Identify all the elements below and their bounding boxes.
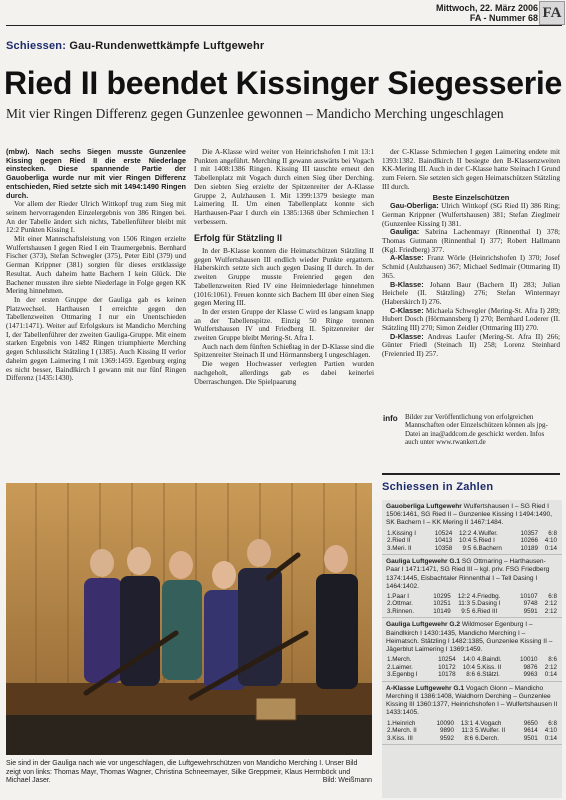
standings-cell: 5.Kiss. II bbox=[477, 663, 502, 671]
league-name: Gauoberliga Luftgewehr bbox=[386, 503, 462, 510]
standings-cell: 10149 bbox=[433, 607, 451, 615]
standings-cell: 4.Baindl. bbox=[477, 656, 502, 664]
standings-cell: 10107 bbox=[520, 592, 538, 600]
results-box bbox=[382, 500, 562, 798]
best-shooters-entry: B-Klasse: Johann Baur (Bachern II) 283; Julian Heichele (II. Stätzling) 276; Stefan Wintermayr (Haberskirch I) 276. bbox=[382, 279, 560, 306]
standings-cell: 6.Bachern bbox=[473, 544, 502, 552]
results-section-header bbox=[386, 558, 558, 591]
best-shooters-entry: Gau-Oberliga: Ulrich Wittkopf (SG Ried II) 386 Ring; German Krippner (Wulfertshausen) 381; Stefan Zieglmeir (Gunzenlee Kissing I) 381. bbox=[382, 201, 561, 228]
standings-cell: 0:14 bbox=[544, 544, 557, 552]
section-label: Schiessen: bbox=[6, 40, 67, 52]
best-shooters-entry: Gauliga: Sabrina Lachenmayr (Rinnenthal I) 378; Thomas Gutmann (Rinnenthal I) 377; Robert Hallmann (Kgl. Friedberg) 377. bbox=[382, 227, 560, 254]
article-kicker bbox=[6, 40, 264, 52]
standings-row bbox=[386, 608, 558, 616]
zahlen-divider bbox=[382, 473, 560, 475]
results-section-header bbox=[386, 621, 558, 654]
standings-cell: 12:2 bbox=[457, 592, 471, 600]
caption-text: Sie sind in der Gauliga nach wie vor ungeschlagen, die Luftgewehrschützen von Mandicho Merching I. Unser Bild zeigt von links: Thomas Mayr, Thomas Wagner, Christina Schneemayer, Silke Greppmeir, Klaus Herrnböck und Michael Jaser. bbox=[6, 760, 358, 785]
standings-cell: 10357 bbox=[520, 529, 538, 537]
standings-cell: 9592 bbox=[439, 734, 454, 742]
league-name: A-Klasse Luftgewehr G.1 bbox=[386, 684, 465, 692]
standings-cell: 8:6 bbox=[548, 656, 557, 664]
standings-cell: 5.Ried I bbox=[473, 537, 495, 545]
standings-cell: 10090 bbox=[436, 719, 454, 727]
standings-cell: 6:8 bbox=[548, 592, 557, 600]
standings-cell: 13:1 bbox=[460, 719, 474, 727]
standings-cell: 10:4 bbox=[458, 537, 472, 545]
team-photo bbox=[6, 483, 372, 755]
info-text: Bilder zur Veröffentlichung von erfolgreichen Mannschaften oder Einzelschützen können als jpg-Datei an ina@addcom.de geschickt werden. Infos auch unter www.rwankert.de bbox=[405, 413, 548, 447]
photo-credit: Bild: Weißmann bbox=[322, 777, 372, 785]
standings-cell: 8:6 bbox=[464, 734, 474, 742]
info-label: info bbox=[383, 414, 398, 423]
best-shooters-title: Beste Einzelschützen bbox=[432, 192, 510, 202]
standings-cell: 10413 bbox=[434, 537, 453, 545]
standings-cell: 4.Friedbg. bbox=[472, 592, 501, 600]
standings-cell: 8:6 bbox=[466, 671, 476, 679]
standings-cell: 1.Merch. bbox=[387, 656, 412, 664]
standings-cell: 3.Kiss. III bbox=[387, 734, 413, 742]
standings-cell: 9591 bbox=[523, 607, 538, 615]
standings-cell: 2.Ried II bbox=[387, 537, 411, 545]
standings-cell: 11:3 bbox=[458, 600, 471, 608]
standings-row bbox=[386, 727, 558, 735]
paragraph: Die wegen Hochwasser verlegten Partien wurden nachgeholt, allerdings gab es dabei keinerlei Überraschungen. Die Spielpaarung bbox=[194, 359, 374, 386]
standings-cell: 10010 bbox=[520, 656, 538, 664]
standings-cell: 3.Egenbg I bbox=[387, 671, 418, 679]
standings-cell: 9:5 bbox=[461, 607, 471, 615]
standings-row bbox=[386, 600, 558, 608]
match-results: Wildmoser Egenburg I – Baindlkirch I 1430:1435, Mandicho Merching I – Heimatsch. Stätzling I 1482:1385, Gunzenlee Kissing II – Jägerblut Laimering I 1369:1459. bbox=[386, 621, 553, 654]
paragraph: der C-Klasse Schmiechen I gegen Laimering endete mit 1393:1382. Baindlkirch II besiegte den B-Klassenzweiten KK-Mering III. Auch in der C-Klasse hatte Steinach I Grund zum Feiern. Sie setzten sich gegen Heimatschützen Stätzling III durch. bbox=[382, 147, 560, 191]
standings-cell: 6.Stätzl. bbox=[477, 671, 500, 679]
paragraph: In der B-Klasse konnten die Heimatschützen Stätzling II gegen Wulfertshausen III endlich wieder Punkte ergattern. Haberskirch setzte sich auch gegen Dasing II durch. In der zweiten Gruppe musste Freienried gegen den Tabellenzweiten Ried IV eine Heimniederlage hinnehmen (1016:1061). Freuen konnte sich Bachern III über einen Sieg gegen Mering III. bbox=[194, 246, 374, 308]
standings-cell: 9:5 bbox=[462, 544, 472, 552]
results-section-header bbox=[386, 685, 558, 718]
standings-cell: 2.Merch. II bbox=[387, 727, 417, 735]
standings-cell: 2.Laimer. bbox=[387, 663, 413, 671]
standings-cell: 4:10 bbox=[544, 537, 557, 545]
article-headline: Ried II beendet Kissinger Siegesserie bbox=[4, 65, 563, 101]
standings-cell: 11:3 bbox=[461, 727, 474, 735]
intertitle: Erfolg für Stätzling II bbox=[194, 233, 282, 244]
standings-row bbox=[386, 545, 558, 553]
standings-cell: 6:8 bbox=[548, 719, 557, 727]
photo-caption bbox=[6, 760, 372, 786]
standings-cell: 10266 bbox=[520, 537, 538, 545]
paragraph: In der ersten Gruppe der Klasse C wird es langsam knapp an der Tabellenspitze. Einzig 50 Ringe trennen Wulfertshausen IV und Friedberg II. Spitzenreiter der zweiten Gruppe bleibt Mering-St. Afra I. bbox=[194, 306, 374, 343]
standings-cell: 0:14 bbox=[544, 671, 557, 679]
zahlen-title: Schiessen in Zahlen bbox=[382, 481, 494, 493]
standings-cell: 10251 bbox=[433, 600, 451, 608]
standings-cell: 10358 bbox=[434, 544, 453, 552]
standings-cell: 10295 bbox=[433, 592, 451, 600]
issue-line: FA - Nummer 68 bbox=[469, 13, 538, 23]
standings-cell: 4.Vogach bbox=[475, 719, 502, 727]
standings-cell: 4.Wulfer. bbox=[473, 529, 498, 537]
standings-cell: 9876 bbox=[523, 663, 538, 671]
standings-cell: 6.Derch. bbox=[475, 734, 499, 742]
paragraph: Die A-Klasse wird weiter von Heinrichshofen I mit 13:1 Punkten angeführt. Merching II gewann auswärts bei Vogach I mit 1408:1386 Ringen. Kissing III tauschte erneut den Tabellenplatz mit Vogach durch einen Sieg über Derching. Den siebten Sieg erzielte der Spitzenreiter der A-Klasse Gruppe 2, Aulzhausen I. Mit 1399:1379 besiegte man Laimering II. Um einen Tabellenplatz konnte sich Harthausen-Paar I durch ein 1385:1368 über Schmiechen I verbessern. bbox=[194, 147, 374, 226]
standings-row bbox=[386, 664, 558, 672]
best-shooters-entry: C-Klasse: Michaela Schwegler (Mering-St. Afra I) 289; Hubert Dosch (Hörmannsberg I) 270; Bernhard Loderer (II. Stätzling III) 270; Simon Zeidler (Ottmaring III) 270. bbox=[382, 305, 560, 333]
paragraph: Mit einer Mannschaftsleistung von 1506 Ringen erzielte Wulfertshausen I gegen Ried I ein Traumergebnis. Bernhard Fischer (373), Stefan Schwegler (375), Peter Eibl (379) und German Krippner (381) sorgten für dieses erstklassige Resultat. Auch daheim hatte Bachern I kein Glück. Die Bachener mussten ihre siebte Niederlage in Folge gegen KK Mering hinnehmen. bbox=[6, 234, 186, 296]
standings-row bbox=[386, 735, 558, 743]
paragraph: In der ersten Gruppe der Gauliga gab es keinen Platzwechsel. Harthausen I erreichte gegen den Tabellenzweiten Ottmaring I nur ein Unentschieden (1471:1471). Weiter auf Erfolgskurs ist Mandicho Merching I, der Tabellenführer der zweiten Gauliga-Gruppe. Mit einem starken Ergebnis von 1482 Ringen triumphierte Merching gegen Schlusslicht Stätzling I (1385). Auch Kissing II verlor daheim gegen Laimering I mit 1369:1459. Egenburg erging es nicht besser, Baindlkirch I gewann mit nur fünf Ringen Differenz (1435:1430). bbox=[6, 294, 186, 383]
standings-cell: 10254 bbox=[438, 656, 456, 664]
standings-row bbox=[386, 593, 558, 601]
lead-paragraph: (mbw). Nach sechs Siegen musste Gunzenlee Kissing gegen Ried II die erste Niederlage einstecken. Diese spannende Partie der Gauoberliga wurde nur mit vier Ringen Differenz entschieden, Ried setzte sich mit 1494:1490 Ringen durch. bbox=[6, 147, 186, 200]
header-divider bbox=[6, 25, 562, 26]
standings-cell: 2.Ottmar. bbox=[387, 600, 413, 608]
paragraph: Vor allem der Rieder Ulrich Wittkopf trug zum Sieg mit seinem hervorragenden Einzelergebnis von 386 Ringen bei. An der Tabelle ändert sich nichts, Tabellenführer bleibt mit 12:2 Punkten Kissing I. bbox=[6, 199, 186, 235]
standings-cell: 4:10 bbox=[544, 727, 557, 735]
standings-cell: 9650 bbox=[523, 719, 538, 727]
standings-row bbox=[386, 671, 558, 679]
standings-cell: 14:0 bbox=[462, 656, 476, 664]
standings-cell: 1.Heinrich bbox=[387, 719, 416, 727]
standings-row bbox=[386, 530, 558, 538]
standings-cell: 9748 bbox=[523, 600, 538, 608]
kicker-text: Gau-Rundenwettkämpfe Luftgewehr bbox=[69, 40, 265, 52]
page-header-date bbox=[318, 3, 538, 23]
standings-cell: 5.Wulfer. II bbox=[475, 727, 506, 735]
article-column-3 bbox=[382, 148, 560, 359]
standings-cell: 1.Kissing I bbox=[387, 529, 417, 537]
standings-cell: 10524 bbox=[434, 529, 453, 537]
paragraph: Auch nach dem fünften Schießtag in der D-Klasse sind die Spitzenreiter Steinach II und Hörmannsberg I ungeschlagen. bbox=[194, 341, 374, 360]
date-line: Mittwoch, 22. März 2006 bbox=[435, 3, 538, 13]
standings-table bbox=[386, 593, 558, 616]
best-shooters-entry: D-Klasse: Andreas Laufer (Mering-St. Afra II) 266; Günter Friedl (Steinach II) 258; Lorenz Steinhard (Freienried II) 257. bbox=[382, 331, 561, 359]
match-results: Wulfertshausen I – SG Ried I 1506:1461, SG Ried II – Gunzenlee Kissing I 1494:1490, SK Bachern I – KK Mering II 1467:1484. bbox=[386, 503, 553, 527]
standings-table bbox=[386, 656, 558, 679]
standings-cell: 10:4 bbox=[462, 663, 476, 671]
standings-cell: 9890 bbox=[439, 727, 454, 735]
standings-cell: 2:12 bbox=[544, 607, 557, 615]
standings-row bbox=[386, 720, 558, 728]
league-name: Gauliga Luftgewehr G.2 bbox=[386, 621, 461, 629]
newspaper-logo: FA bbox=[539, 1, 565, 25]
standings-row bbox=[386, 656, 558, 664]
article-column-1 bbox=[6, 148, 186, 383]
standings-cell: 3.Meri. II bbox=[387, 544, 412, 552]
match-results: Vogach Glonn – Mandicho Merching II 1386:1408, Waldhorn Derching – Gunzenlee Kissing III 1360:1377, Heinrichshofen I – Wulfertshausen II 1433:1405. bbox=[386, 684, 558, 717]
match-results: SG Ottmaring – Harthausen-Paar I 1471:1471, SG Ried III – kgl. priv. FSG Friedberg 1374:1445, Eisbachtaler Rinnenthal I – Tell Dasing I 1464:1402. bbox=[386, 558, 550, 590]
standings-cell: 2:12 bbox=[544, 663, 557, 671]
standings-cell: 9614 bbox=[523, 727, 538, 735]
results-section bbox=[382, 500, 562, 555]
best-shooters-entry: A-Klasse: Franz Wörle (Heinrichshofen I) 370; Josef Schmid (Aulzhausen) 367; Michael Sedlmair (Ottmaring II) 365. bbox=[382, 253, 560, 280]
standings-cell: 0:14 bbox=[544, 734, 557, 742]
standings-cell: 1.Paar I bbox=[387, 592, 410, 600]
standings-cell: 5.Dasing I bbox=[472, 600, 501, 608]
standings-cell: 9963 bbox=[523, 671, 538, 679]
standings-cell: 6:8 bbox=[548, 529, 557, 537]
standings-cell: 3.Rinnen. bbox=[387, 607, 414, 615]
standings-row bbox=[386, 537, 558, 545]
standings-cell: 10178 bbox=[438, 671, 456, 679]
standings-cell: 6.Ried III bbox=[472, 607, 498, 615]
results-section-header bbox=[386, 503, 558, 528]
standings-table bbox=[386, 720, 558, 743]
results-section bbox=[382, 618, 562, 681]
league-name: Gauliga Luftgewehr G.1 bbox=[386, 558, 461, 566]
results-section bbox=[382, 682, 562, 745]
article-column-2 bbox=[194, 148, 374, 386]
standings-cell: 10189 bbox=[520, 544, 538, 552]
standings-cell: 10172 bbox=[438, 663, 456, 671]
results-section bbox=[382, 555, 562, 618]
standings-table bbox=[386, 530, 558, 553]
standings-cell: 2:12 bbox=[544, 600, 557, 608]
article-subheadline: Mit vier Ringen Differenz gegen Gunzenlee gewonnen – Mandicho Merching ungeschlagen bbox=[6, 106, 504, 121]
standings-cell: 12:2 bbox=[458, 529, 472, 537]
standings-cell: 9501 bbox=[523, 734, 538, 742]
